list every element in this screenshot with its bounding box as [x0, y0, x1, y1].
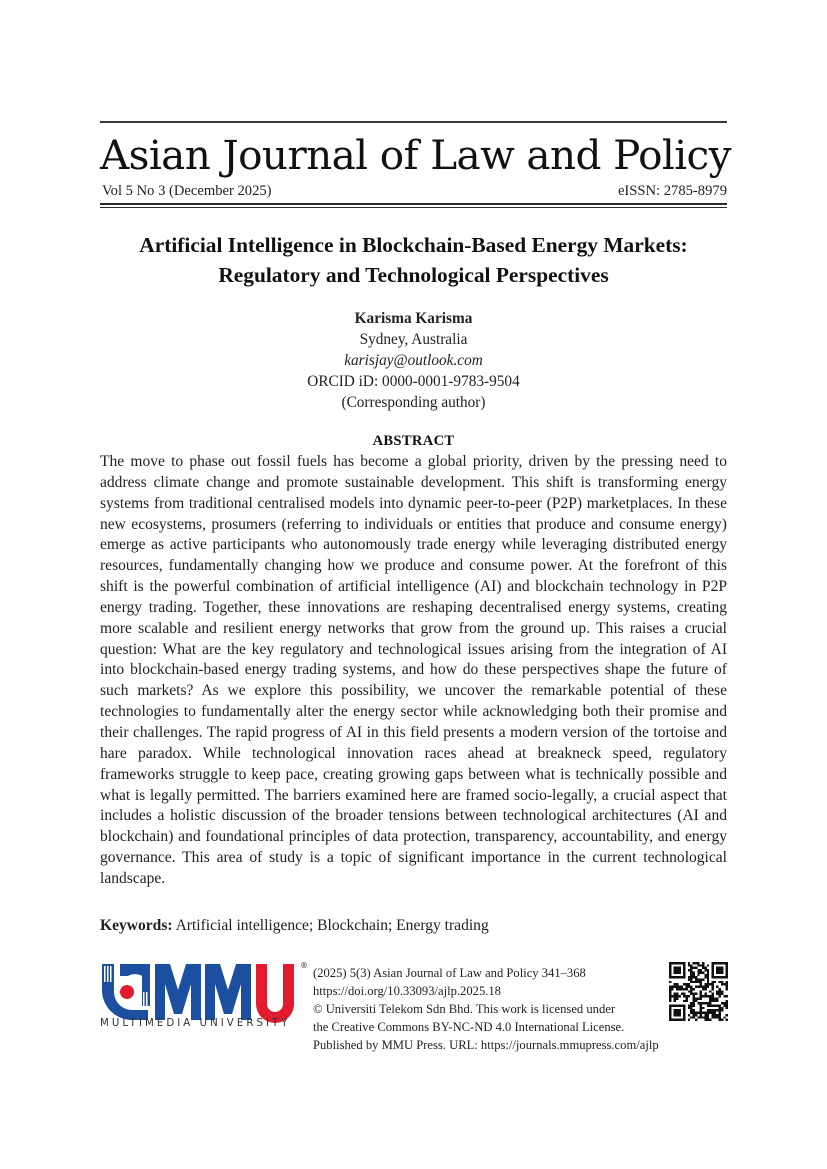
qr-module [674, 997, 676, 999]
author-orcid: ORCID iD: 0000-0001-9783-9504 [307, 373, 520, 390]
qr-module [693, 1002, 695, 1004]
qr-module [690, 1007, 692, 1009]
qr-module [690, 964, 692, 966]
qr-module [700, 983, 702, 985]
qr-module [711, 997, 713, 999]
qr-module [707, 971, 709, 973]
mmu-wordmark [155, 964, 294, 1023]
qr-module [702, 971, 704, 973]
qr-module [704, 967, 706, 969]
qr-module [688, 983, 690, 985]
qr-module [709, 1002, 711, 1004]
qr-module [704, 969, 706, 971]
qr-module [690, 986, 692, 988]
qr-module [719, 1009, 721, 1011]
qr-module [695, 962, 697, 964]
qr-module [700, 971, 702, 973]
qr-module [674, 986, 676, 988]
qr-module [681, 986, 683, 988]
qr-module [707, 976, 709, 978]
qr-module [704, 993, 706, 995]
qr-module [719, 1016, 721, 1018]
qr-module [711, 986, 713, 988]
qr-module [719, 988, 721, 990]
qr-module [726, 1002, 728, 1004]
citation-block [313, 964, 703, 1054]
qr-module [711, 1012, 713, 1014]
qr-module [669, 1000, 671, 1002]
qr-module [688, 1004, 690, 1006]
qr-module [723, 983, 725, 985]
qr-module [676, 983, 678, 985]
qr-module [700, 1004, 702, 1006]
qr-module [709, 1009, 711, 1011]
qr-module [702, 1012, 704, 1014]
publisher-line[interactable]: Published by MMU Press. URL: https://journals.mmupress.com/ajlp [313, 1038, 659, 1052]
author-email[interactable]: karisjay@outlook.com [344, 352, 483, 369]
qr-module [719, 993, 721, 995]
qr-module [690, 988, 692, 990]
qr-module [719, 1014, 721, 1016]
qr-module [704, 976, 706, 978]
qr-module [702, 986, 704, 988]
qr-module [721, 1007, 723, 1009]
qr-module [707, 1004, 709, 1006]
qr-module [697, 1016, 699, 1018]
qr-module [714, 1009, 716, 1011]
qr-module [726, 995, 728, 997]
qr-module [723, 1002, 725, 1004]
qr-module [690, 993, 692, 995]
qr-module [702, 964, 704, 966]
qr-module [678, 988, 680, 990]
qr-module [697, 981, 699, 983]
qr-module [669, 993, 671, 995]
qr-module [707, 1009, 709, 1011]
qr-module [716, 1016, 718, 1018]
article-title [100, 230, 727, 290]
qr-module [700, 1002, 702, 1004]
qr-module [702, 995, 704, 997]
qr-module [714, 981, 716, 983]
qr-module [721, 993, 723, 995]
qr-module [690, 976, 692, 978]
qr-module [697, 969, 699, 971]
qr-module [690, 981, 692, 983]
qr-module [719, 1012, 721, 1014]
qr-module [719, 1004, 721, 1006]
qr-module [709, 997, 711, 999]
qr-module [709, 1000, 711, 1002]
qr-module [688, 990, 690, 992]
qr-module [714, 1012, 716, 1014]
qr-module [702, 1007, 704, 1009]
qr-module [700, 969, 702, 971]
qr-module [704, 995, 706, 997]
qr-module [690, 969, 692, 971]
author-role: (Corresponding author) [341, 394, 486, 411]
qr-module [690, 1002, 692, 1004]
qr-module [719, 1019, 721, 1021]
qr-module [726, 1019, 728, 1021]
qr-module [697, 964, 699, 966]
qr-module [707, 983, 709, 985]
qr-module [697, 971, 699, 973]
qr-module [674, 995, 676, 997]
qr-module [671, 995, 673, 997]
qr-module [704, 1016, 706, 1018]
qr-module [723, 995, 725, 997]
qr-module [721, 1019, 723, 1021]
qr-module [707, 1014, 709, 1016]
qr-module [697, 974, 699, 976]
qr-module [688, 969, 690, 971]
author-location: Sydney, Australia [359, 331, 468, 348]
qr-module [716, 1014, 718, 1016]
qr-module [700, 1014, 702, 1016]
qr-module [707, 1012, 709, 1014]
qr-module [714, 1000, 716, 1002]
qr-module [700, 964, 702, 966]
qr-module [716, 990, 718, 992]
qr-module [686, 997, 688, 999]
qr-module [697, 1012, 699, 1014]
qr-module [693, 997, 695, 999]
doi-link[interactable]: https://doi.org/10.33093/ajlp.2025.18 [313, 984, 501, 998]
qr-module [686, 983, 688, 985]
qr-module [697, 997, 699, 999]
qr-module [707, 1016, 709, 1018]
qr-module [726, 1000, 728, 1002]
qr-module [686, 995, 688, 997]
qr-module [688, 986, 690, 988]
qr-module [686, 988, 688, 990]
qr-module [674, 1000, 676, 1002]
qr-module [716, 1004, 718, 1006]
qr-module [669, 988, 671, 990]
qr-module [693, 1016, 695, 1018]
qr-module [674, 983, 676, 985]
qr-module [700, 995, 702, 997]
qr-module [676, 988, 678, 990]
qr-module [688, 964, 690, 966]
qr-module [721, 1009, 723, 1011]
qr-module [700, 1009, 702, 1011]
qr-module [700, 1016, 702, 1018]
qr-module [693, 962, 695, 964]
qr-module [695, 997, 697, 999]
qr-module [700, 997, 702, 999]
qr-module [688, 962, 690, 964]
qr-module [700, 979, 702, 981]
qr-module [700, 993, 702, 995]
keywords [100, 917, 727, 935]
qr-module [700, 1012, 702, 1014]
qr-module [711, 993, 713, 995]
qr-module [690, 979, 692, 981]
qr-module [683, 993, 685, 995]
qr-module [704, 974, 706, 976]
qr-module [681, 988, 683, 990]
qr-module [716, 1009, 718, 1011]
qr-module [693, 1014, 695, 1016]
qr-module [693, 1000, 695, 1002]
copyright-line: © Universiti Telekom Sdn Bhd. This work is licensed under [313, 1002, 616, 1016]
qr-module [726, 983, 728, 985]
qr-code-icon[interactable] [669, 962, 728, 1021]
qr-module [714, 997, 716, 999]
qr-module [723, 1004, 725, 1006]
qr-module [690, 967, 692, 969]
header-rule-bottom [100, 203, 727, 208]
qr-module [686, 1000, 688, 1002]
header-rule-top [100, 121, 727, 123]
qr-module [726, 988, 728, 990]
qr-module [702, 1002, 704, 1004]
qr-module [702, 1016, 704, 1018]
qr-module [683, 983, 685, 985]
qr-module [707, 964, 709, 966]
qr-module [690, 1009, 692, 1011]
qr-module [707, 974, 709, 976]
qr-module [714, 1016, 716, 1018]
keywords-label: Keywords: [100, 917, 173, 934]
qr-module [716, 1000, 718, 1002]
qr-module [707, 995, 709, 997]
qr-module [695, 1000, 697, 1002]
qr-module [669, 995, 671, 997]
qr-module [702, 979, 704, 981]
qr-module [688, 979, 690, 981]
qr-module [681, 993, 683, 995]
qr-module [716, 986, 718, 988]
eissn: eISSN: 2785-8979 [617, 183, 727, 199]
qr-module [721, 981, 723, 983]
qr-module [669, 981, 671, 983]
qr-module [707, 1019, 709, 1021]
qr-module [690, 1012, 692, 1014]
qr-module [693, 988, 695, 990]
qr-module [700, 981, 702, 983]
volume-issue: Vol 5 No 3 (December 2025) [102, 183, 272, 199]
qr-module [726, 986, 728, 988]
qr-module [686, 986, 688, 988]
qr-module [676, 995, 678, 997]
qr-module [695, 1012, 697, 1014]
qr-module [697, 962, 699, 964]
qr-module [690, 990, 692, 992]
abstract-text: The move to phase out fossil fuels has become a global priority, driven by the pressing need to address climate change and promote sustainable development. This shift is transforming energy systems from traditional centralised models into dynamic peer-to-peer (P2P) marketplaces. In these new ecosystems, prosumers (referring to individuals or entities that produce and consume energy) emerge as active participants who autonomously trade energy while leveraging distributed energy resources, fundamentally changing how we produce and consume power. At the forefront of this shift is the powerful combination of artificial intelligence (AI) and blockchain technology in P2P energy trading. Together, these innovations are reshaping decentralised energy systems, creating more scalable and resilient energy networks that grow from the ground up. This raises a crucial question: What are the key regulatory and technological issues arising from the integration of AI into blockchain-based energy trading systems, and how do these perspectives shape the future of such markets? As we explore this possibility, we uncover the remarkable potential of these technologies to fundamentally alter the energy sector while acknowledging both their promise and their challenges. The rapid progress of AI in this field presents a modern version of the tortoise and hare paradox. While technological innovation races ahead at breakneck speed, regulatory frameworks struggle to keep pace, creating growing gaps between what is technically possible and what is legally permitted. The barriers examined here are framed socio-legally, a crucial aspect that includes a holistic discussion of the broader tensions between technological architectures (AI and blockchain) and foundational principles of data protection, transparency, accountability, and energy governance. This area of study is a topic of significant importance in the current technological landscape. [100, 453, 727, 887]
qr-module [709, 1019, 711, 1021]
qr-module [676, 997, 678, 999]
qr-module [702, 967, 704, 969]
qr-module [707, 986, 709, 988]
qr-module [719, 1007, 721, 1009]
license-line[interactable]: the Creative Commons BY-NC-ND 4.0 International License. [313, 1020, 625, 1034]
article-title-line-2: Regulatory and Technological Perspectives [218, 263, 609, 287]
qr-module [669, 990, 671, 992]
qr-module [709, 995, 711, 997]
qr-module [719, 995, 721, 997]
qr-module [688, 976, 690, 978]
qr-module [697, 986, 699, 988]
qr-module [693, 974, 695, 976]
qr-module [693, 1004, 695, 1006]
qr-module [693, 995, 695, 997]
qr-module [695, 976, 697, 978]
qr-module [688, 1014, 690, 1016]
qr-module [704, 983, 706, 985]
qr-module [711, 1000, 713, 1002]
qr-module [711, 983, 713, 985]
qr-module [704, 988, 706, 990]
qr-module [704, 1019, 706, 1021]
journal-title: Asian Journal of Law and Policy [100, 131, 731, 179]
qr-module [721, 990, 723, 992]
qr-module [711, 1014, 713, 1016]
mmu-emblem-icon [102, 964, 150, 1020]
qr-module [690, 1016, 692, 1018]
qr-module [723, 1016, 725, 1018]
qr-module [690, 971, 692, 973]
qr-module [676, 993, 678, 995]
qr-module [693, 976, 695, 978]
qr-module [711, 981, 713, 983]
qr-module [695, 979, 697, 981]
qr-module [697, 1002, 699, 1004]
qr-module [678, 995, 680, 997]
qr-module [704, 1002, 706, 1004]
qr-module [693, 971, 695, 973]
qr-module [711, 995, 713, 997]
keywords-value: Artificial intelligence; Blockchain; Energy trading [172, 917, 489, 934]
qr-module [726, 1014, 728, 1016]
qr-module [693, 1012, 695, 1014]
qr-module [700, 1007, 702, 1009]
citation-reference: (2025) 5(3) Asian Journal of Law and Policy 341–368 [313, 966, 586, 980]
qr-module [683, 1000, 685, 1002]
qr-module [683, 995, 685, 997]
qr-module [711, 1009, 713, 1011]
qr-module [711, 988, 713, 990]
qr-module [709, 983, 711, 985]
qr-module [683, 988, 685, 990]
qr-module [688, 1007, 690, 1009]
mmu-logo-subtitle: MULTIMEDIA UNIVERSITY [100, 1018, 291, 1029]
qr-module [709, 1004, 711, 1006]
qr-module [676, 986, 678, 988]
qr-module [711, 1016, 713, 1018]
qr-module [669, 986, 671, 988]
qr-module [697, 979, 699, 981]
qr-module [721, 983, 723, 985]
qr-module [709, 1012, 711, 1014]
qr-module [709, 990, 711, 992]
qr-module [704, 1014, 706, 1016]
qr-module [669, 997, 671, 999]
qr-module [693, 981, 695, 983]
qr-module [726, 1007, 728, 1009]
qr-module [690, 1004, 692, 1006]
qr-module [707, 979, 709, 981]
article-title-line-1: Artificial Intelligence in Blockchain-Based Energy Markets: [139, 233, 688, 257]
qr-module [678, 986, 680, 988]
qr-module [695, 993, 697, 995]
abstract-heading: ABSTRACT [372, 433, 455, 449]
qr-module [700, 986, 702, 988]
qr-module [695, 1019, 697, 1021]
qr-module [726, 1004, 728, 1006]
qr-module [726, 981, 728, 983]
qr-module [707, 981, 709, 983]
qr-module [719, 990, 721, 992]
qr-module [716, 997, 718, 999]
qr-module [707, 969, 709, 971]
journal-meta [100, 183, 727, 201]
qr-module [700, 990, 702, 992]
qr-module [693, 993, 695, 995]
qr-module [693, 967, 695, 969]
qr-module [714, 1004, 716, 1006]
qr-module [674, 993, 676, 995]
qr-module [688, 995, 690, 997]
qr-module [714, 1014, 716, 1016]
qr-module [702, 962, 704, 964]
qr-module [721, 1002, 723, 1004]
qr-module [671, 986, 673, 988]
qr-module [690, 974, 692, 976]
qr-module [695, 986, 697, 988]
qr-module [711, 1004, 713, 1006]
qr-module [695, 967, 697, 969]
qr-module [702, 988, 704, 990]
qr-module [671, 988, 673, 990]
author-block [100, 308, 727, 413]
qr-module [707, 1002, 709, 1004]
registered-mark: ® [300, 961, 308, 970]
qr-module [695, 1014, 697, 1016]
qr-module [693, 1009, 695, 1011]
qr-module [704, 986, 706, 988]
qr-module [704, 1012, 706, 1014]
qr-module [695, 981, 697, 983]
qr-module [716, 993, 718, 995]
qr-module [688, 1019, 690, 1021]
author-name: Karisma Karisma [354, 310, 473, 327]
qr-module [719, 981, 721, 983]
